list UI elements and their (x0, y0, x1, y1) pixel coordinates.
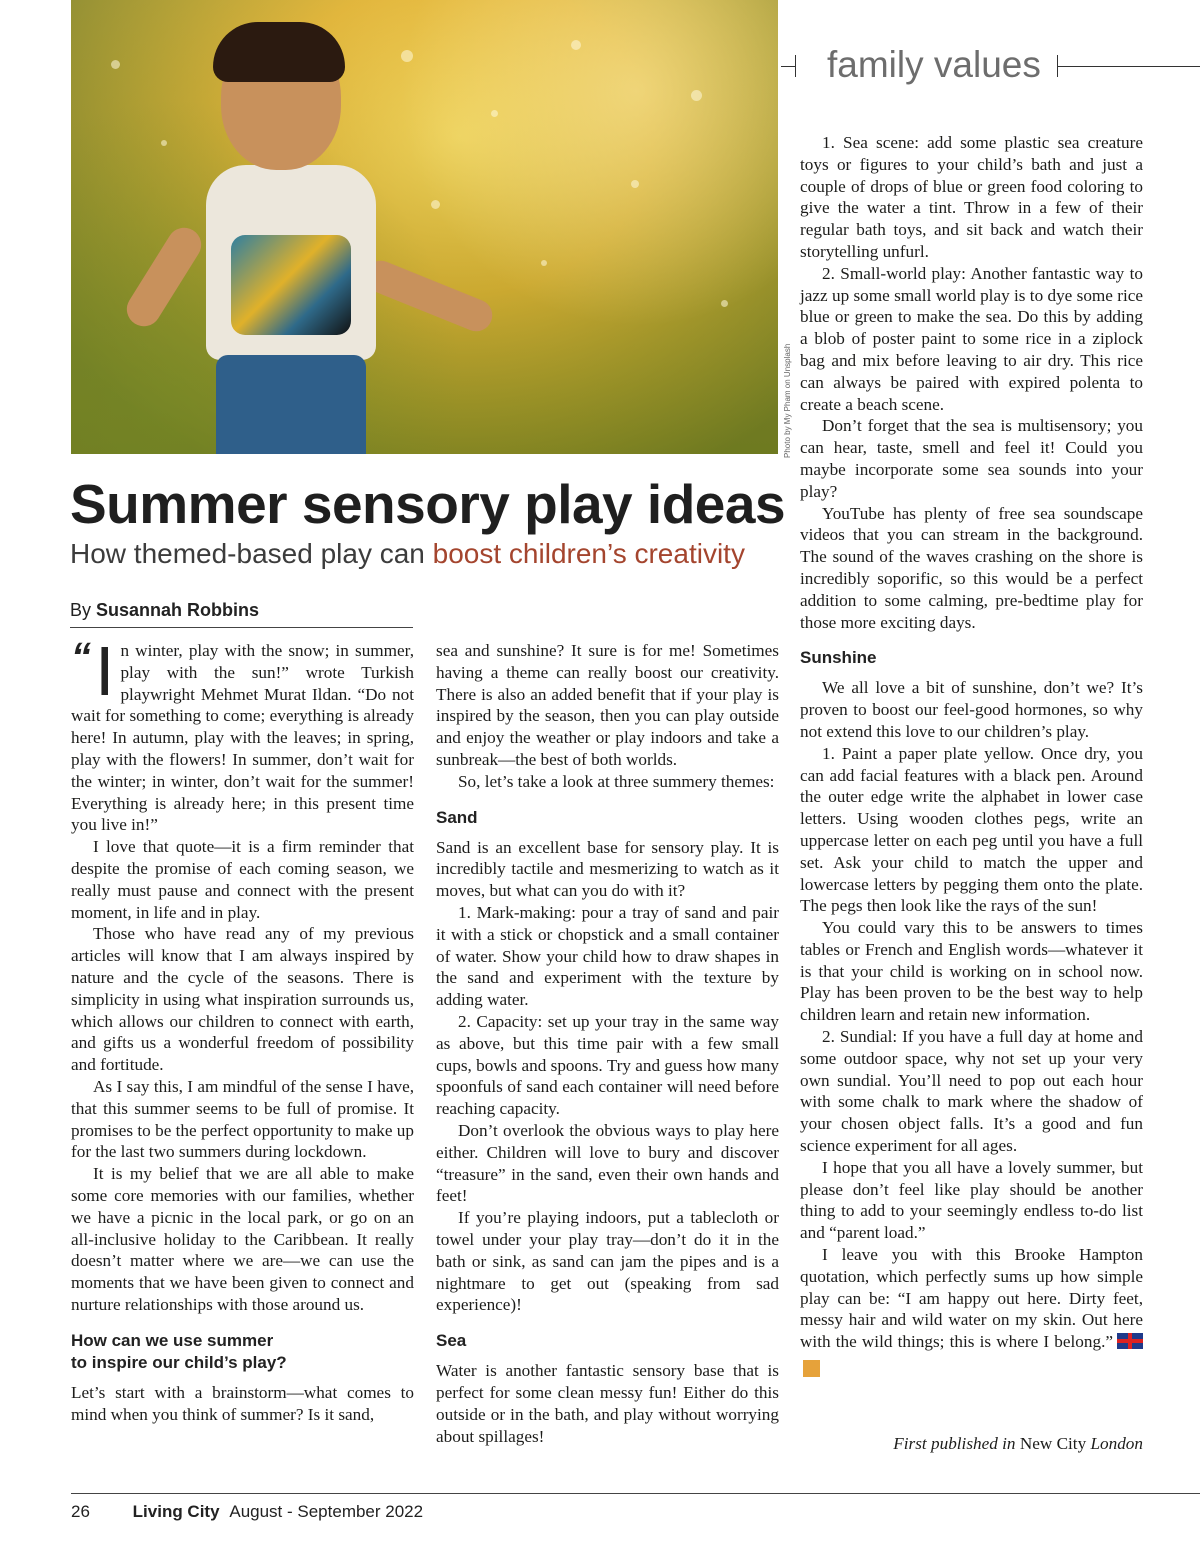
paragraph: 1. Sea scene: add some plastic sea creature toys or figures to your child’s bath and just a couple of drops of blue or green food coloring to give the water a tint. Throw in a few of their regular bath toys, and sit back and watch their storytelling unfurl. (800, 133, 1143, 261)
paragraph: 2. Sundial: If you have a full day at home and some outdoor space, why not set up your very own sundial. You’ll need to pop out each hour with some chalk to mark where the shadow of your chosen object falls. It’s a good and fun science experiment for all ages. (800, 1027, 1143, 1156)
paragraph: Don’t forget that the sea is multisensory; you can hear, taste, smell and feel it! Could you maybe incorporate some sea sounds into your play? (800, 416, 1143, 501)
quote-mark: “ (71, 635, 91, 679)
subheading-sand: Sand (436, 807, 478, 827)
column-2 (436, 640, 779, 1447)
paragraph: 1. Mark-making: pour a tray of sand and pair it with a stick or chopstick and a small container of water. Show your child how to draw shapes in the sand and experiment with the texture by adding water. (436, 902, 779, 1010)
subheading-sunshine: Sunshine (800, 648, 877, 668)
uk-flag-icon (1117, 1333, 1143, 1349)
opening-paragraph (71, 632, 414, 836)
page-footer (71, 1502, 423, 1522)
page-number: 26 (71, 1502, 90, 1521)
byline-prefix: By (70, 600, 92, 620)
article-title: Summer sensory play ideas (70, 473, 786, 535)
column-3 (800, 132, 1143, 1377)
published-lead: First published in (893, 1434, 1016, 1453)
subheading-summer (71, 1330, 414, 1374)
paragraph-text: n winter, play with the snow; in summer, play with the sun!” wrote Turkish playwright Mehmet Murat Ildan. “Do not wait for something to come; everything is already here! In autumn, play with the leaves; in spring, play with the flowers! In summer, don’t wait for the winter; in winter, don’t wait for the summer! Everything is already here; in this present time you live in!” (71, 641, 414, 835)
magazine-name: Living City (132, 1502, 220, 1521)
subheading-line: How can we use summer (71, 1330, 274, 1350)
hero-photo (71, 0, 778, 454)
paragraph: As I say this, I am mindful of the sense I have, that this summer seems to be full of promise. It promises to be the perfect opportunity to make up for the last two summers during lockdown. (71, 1076, 414, 1162)
column-1 (71, 632, 414, 1425)
paragraph: 1. Paint a paper plate yellow. Once dry, you can add facial features with a black pen. Around the outer edge write the alphabet in lower case letters. Using wooden clothes pegs, write an uppercase letter on each peg until you have a full set. Ask your child to match the upper and lowercase letters by pegging them onto the plate. The pegs then look like the rays of the sun! (800, 743, 1143, 916)
closing-paragraph (800, 1244, 1143, 1377)
author-name: Susannah Robbins (96, 600, 260, 620)
paragraph: 2. Capacity: set up your tray in the same way as above, but this time pair with a few small cups, bowls and spoons. Try and guess how many spoonfuls of sand each container will need before reaching capacity. (436, 1011, 779, 1119)
paragraph: You could vary this to be answers to times tables or French and English words—whatever it is that your child is working on in school now. Play has been proven to be the best way to help children learn and retain new information. (800, 918, 1143, 1025)
paragraph: 2. Small-world play: Another fantastic way to jazz up some small world play is to dye some rice blue or green to make the sea. Do this by adding a blob of poster paint to some rice in a ziplock bag and mix before leaving to air dry. This rice can always be paired with expired polenta to create a beach scene. (800, 263, 1143, 414)
subheading-line: to inspire our child’s play? (71, 1352, 287, 1372)
subtitle-highlight: boost children’s creativity (432, 538, 745, 569)
paragraph: Sand is an excellent base for sensory play. It is incredibly tactile and mesmerizing to watch as it moves, but what can you do with it? (436, 837, 779, 901)
paragraph-text: I leave you with this Brooke Hampton quotation, which perfectly sums up how simple play can be: “I am happy out here. Dirty feet, messy hair and wild water on my skin. Out here with the wild things; this is where I belong.” (800, 1245, 1143, 1352)
paragraph: I love that quote—it is a firm reminder that despite the promise of each coming season, we really must pause and connect with the present moment, in life and in play. (71, 837, 414, 922)
issue-date: August - September 2022 (229, 1502, 424, 1521)
first-published-credit (800, 1434, 1143, 1454)
subheading-sea: Sea (436, 1331, 467, 1351)
photo-credit: Photo by My Pham on Unsplash (783, 343, 792, 458)
paragraph: Those who have read any of my previous articles will know that I am always inspired by nature and the cycle of the seasons. There is simplicity in using what inspiration surrounds us, which allows our children to connect with earth, and gifts us a wonderful freedom of possibility and fortitude. (71, 924, 414, 1075)
drop-cap: I (95, 632, 115, 710)
paragraph: Water is another fantastic sensory base that is perfect for some clean messy fun! Either do this outside or in the bath, and play without worrying about spillages! (436, 1361, 779, 1446)
paragraph: Let’s start with a brainstorm—what comes to mind when you think of summer? Is it sand, (71, 1382, 414, 1424)
paragraph: Don’t overlook the obvious ways to play here either. Children will love to bury and discover “treasure” in the sand, even their own hands and feet! (436, 1120, 779, 1206)
section-header (781, 44, 1200, 90)
published-city: London (1090, 1434, 1143, 1453)
byline (70, 600, 413, 628)
published-name: New City (1019, 1434, 1087, 1453)
paragraph: YouTube has plenty of free sea soundscape videos that you can stream in the background. The sound of the waves crashing on the shore is incredibly soporific, so this would be a perfect addition to some calming, pre-bedtime play for those more exciting days. (800, 503, 1143, 632)
footer-divider (71, 1493, 1200, 1494)
subtitle-lead: How themed-based play can (70, 538, 425, 569)
paragraph: We all love a bit of sunshine, don’t we? It’s proven to boost our feel-good hormones, so why not extend this love to our children’s play. (800, 678, 1143, 741)
section-title: family values (827, 44, 1041, 85)
paragraph: So, let’s take a look at three summery themes: (458, 771, 775, 791)
lc-logo-icon: LC (803, 1360, 820, 1377)
paragraph: sea and sunshine? It sure is for me! Sometimes having a theme can really boost our creativity. There is also an added benefit that if your play is inspired by the season, then you can play outside and enjoy the weather or play indoors and take a sunbreak—the best of both worlds. (436, 641, 779, 769)
paragraph: If you’re playing indoors, put a tablecloth or towel under your play tray—don’t do it in the bath or sink, as sand can jam the pipes and is a nightmare to get out (speaking from sad experience)! (436, 1208, 779, 1315)
article-subtitle (70, 538, 745, 570)
paragraph: It is my belief that we are all able to make some core memories with our families, whether we have a picnic in the local park, or go on an all-inclusive holiday to the Caribbean. It really doesn’t matter where we are—we can use the moments that we have been given to connect and nurture relationships with those around us. (71, 1164, 414, 1314)
paragraph: I hope that you all have a lovely summer, but please don’t feel like play should be another thing to add to your seemingly endless to-do list and “parent load.” (800, 1157, 1143, 1243)
